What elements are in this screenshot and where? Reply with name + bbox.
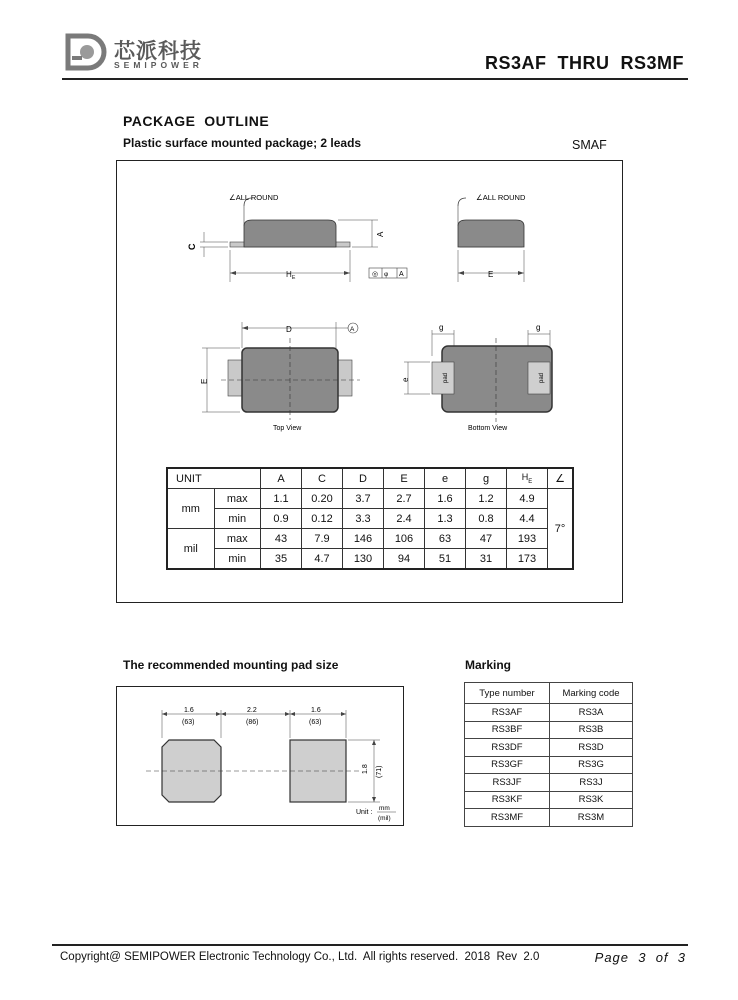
mounting-pad-title: The recommended mounting pad size — [123, 658, 339, 672]
dim-g-label-2: g — [536, 323, 541, 332]
unit-mm: mm — [167, 489, 214, 529]
pad-label-2: pad — [539, 372, 545, 383]
side-view-right — [458, 193, 526, 282]
unit-header: UNIT — [167, 468, 261, 489]
logo-chinese-name: 芯派科技 — [114, 39, 202, 63]
cell: 1.1 — [261, 489, 302, 509]
table-row — [167, 529, 573, 549]
dim-c-label: C — [187, 243, 197, 250]
pad-width2-mil: (63) — [309, 719, 322, 726]
cell: 31 — [466, 549, 507, 570]
marking-code: RS3B — [550, 721, 633, 739]
type-number: RS3GF — [465, 756, 550, 774]
package-drawings — [116, 160, 623, 460]
dim-e-top-label: E — [200, 378, 209, 384]
company-logo — [64, 30, 110, 74]
bottom-view — [401, 323, 552, 432]
dim-he-label: $H_E$ — [286, 270, 296, 281]
header-type-number: Type number — [465, 683, 550, 704]
col-header-e-small: e — [425, 468, 466, 489]
pad-width2-mm: 1.6 — [311, 707, 321, 714]
marking-code: RS3G — [550, 756, 633, 774]
all-round-label-1: ∠ALL ROUND — [229, 193, 279, 202]
cell: 2.4 — [384, 509, 425, 529]
table-row — [465, 791, 633, 809]
col-header-a: A — [261, 468, 302, 489]
col-header-c: C — [302, 468, 343, 489]
row-type: max — [214, 489, 260, 509]
cell: 173 — [507, 549, 548, 570]
table-header-row — [465, 683, 633, 704]
row-type: min — [214, 549, 260, 570]
cell: 0.12 — [302, 509, 343, 529]
all-round-label-2: ∠ALL ROUND — [476, 193, 526, 202]
logo-english-name: SEMIPOWER — [114, 60, 203, 70]
cell: 63 — [425, 529, 466, 549]
cell: 3.7 — [343, 489, 384, 509]
cell: 7.9 — [302, 529, 343, 549]
cell: 47 — [466, 529, 507, 549]
table-header-row — [167, 468, 573, 489]
marking-code: RS3K — [550, 791, 633, 809]
dim-e-small-label: e — [401, 377, 410, 382]
cell: 130 — [343, 549, 384, 570]
marking-code: RS3D — [550, 739, 633, 757]
row-type: min — [214, 509, 260, 529]
marking-title: Marking — [465, 658, 512, 672]
table-row — [167, 509, 573, 529]
unit-label: Unit : — [356, 809, 373, 816]
unit-numerator: mm — [379, 805, 390, 812]
table-row — [465, 739, 633, 757]
pad-height-mm: 1.8 — [362, 764, 369, 774]
cell: 0.20 — [302, 489, 343, 509]
col-header-d: D — [343, 468, 384, 489]
table-row — [167, 549, 573, 570]
tolerance-frame — [369, 268, 407, 278]
table-row — [167, 489, 573, 509]
type-number: RS3JF — [465, 774, 550, 792]
footer-copyright: Copyright@ SEMIPOWER Electronic Technology Co., Ltd. All rights reserved. 2018 Rev 2.0 — [60, 951, 540, 963]
col-header-e: E — [384, 468, 425, 489]
document-title: RS3AF THRU RS3MF — [484, 53, 684, 73]
type-number: RS3MF — [465, 809, 550, 827]
table-row — [465, 704, 633, 722]
marking-code: RS3M — [550, 809, 633, 827]
col-header-angle: ∠ — [548, 468, 574, 489]
cell: 146 — [343, 529, 384, 549]
dim-d-label: D — [286, 325, 292, 334]
mounting-pad-drawing — [116, 686, 404, 826]
marking-code: RS3A — [550, 704, 633, 722]
col-header-g: g — [466, 468, 507, 489]
unit-mil: mil — [167, 529, 214, 570]
footer-divider — [52, 944, 688, 946]
unit-denominator: (mil) — [378, 815, 391, 822]
package-name: SMAF — [572, 138, 607, 152]
cell: 43 — [261, 529, 302, 549]
col-header-he: $H_E$ — [507, 468, 548, 489]
pad-gap-mil: (86) — [246, 719, 259, 726]
pad-width-mm: 1.6 — [184, 707, 194, 714]
dim-e-side-label: E — [488, 270, 494, 279]
type-number: RS3DF — [465, 739, 550, 757]
type-number: RS3BF — [465, 721, 550, 739]
pad-gap-mm: 2.2 — [247, 707, 257, 714]
cell: 1.3 — [425, 509, 466, 529]
cell: 2.7 — [384, 489, 425, 509]
pad-width-mil: (63) — [182, 719, 195, 726]
cell: 4.7 — [302, 549, 343, 570]
side-view-left — [187, 193, 407, 282]
table-row — [465, 774, 633, 792]
pad-label-1: pad — [443, 372, 449, 383]
datum-a-label: A — [350, 326, 355, 333]
package-subtitle: Plastic surface mounted package; 2 leads — [123, 136, 362, 150]
cell: 0.9 — [261, 509, 302, 529]
top-view — [200, 322, 360, 432]
cell: 1.6 — [425, 489, 466, 509]
footer-page-number: Page 3 of 3 — [594, 950, 686, 965]
row-type: max — [214, 529, 260, 549]
logo-mark-icon — [64, 30, 110, 74]
cell: 94 — [384, 549, 425, 570]
type-number: RS3AF — [465, 704, 550, 722]
table-row — [465, 756, 633, 774]
cell: 106 — [384, 529, 425, 549]
top-view-caption: Top View — [273, 425, 302, 432]
table-row — [465, 809, 633, 827]
dimension-table — [166, 467, 574, 570]
tol-symbol-1: ◎ — [372, 271, 379, 278]
header-divider — [62, 78, 688, 80]
marking-code: RS3J — [550, 774, 633, 792]
bottom-view-caption: Bottom View — [468, 425, 508, 432]
cell: 1.2 — [466, 489, 507, 509]
header-marking-code: Marking code — [550, 683, 633, 704]
angle-value: 7° — [548, 489, 574, 570]
marking-table — [464, 682, 633, 827]
cell: 51 — [425, 549, 466, 570]
cell: 4.4 — [507, 509, 548, 529]
tol-symbol-2: φ — [384, 271, 389, 278]
dim-g-label-1: g — [439, 323, 444, 332]
pad-height-mil: (71) — [376, 765, 383, 778]
cell: 0.8 — [466, 509, 507, 529]
section-title-package-outline: PACKAGE OUTLINE — [123, 113, 270, 129]
table-row — [465, 721, 633, 739]
cell: 193 — [507, 529, 548, 549]
cell: 4.9 — [507, 489, 548, 509]
cell: 3.3 — [343, 509, 384, 529]
dim-a-label: A — [376, 231, 385, 237]
tol-symbol-3: A — [399, 271, 404, 278]
type-number: RS3KF — [465, 791, 550, 809]
cell: 35 — [261, 549, 302, 570]
